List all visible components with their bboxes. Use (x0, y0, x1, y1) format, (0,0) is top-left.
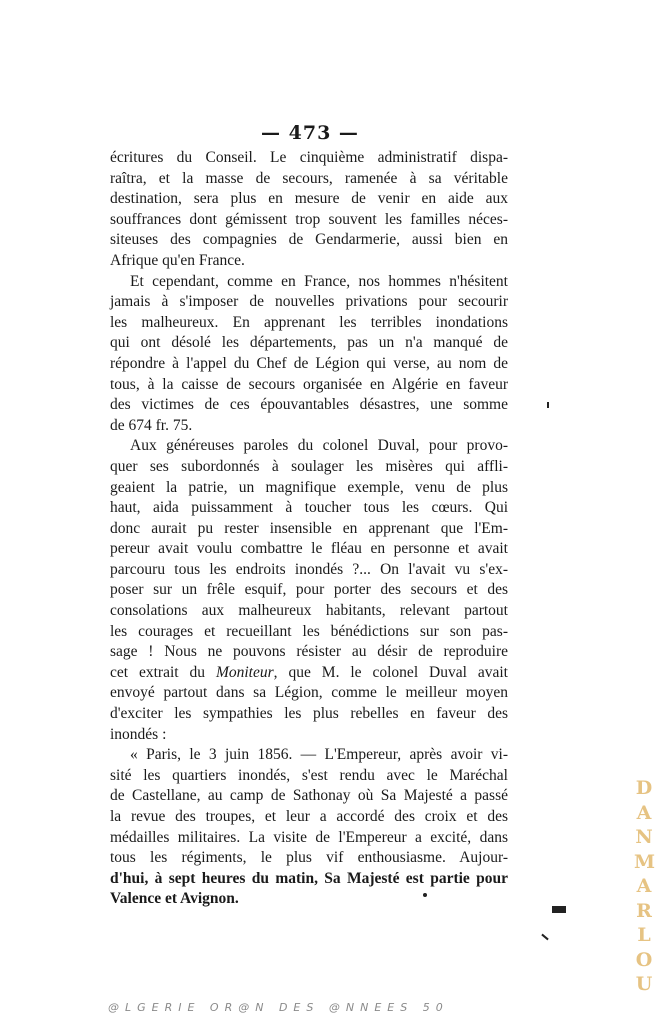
text-line: les courages et recueillant les bénédictions sur son pas- (110, 622, 508, 640)
text-line: « Paris, le 3 juin 1856. — L'Empereur, après avoir vi- (130, 746, 508, 764)
watermark-letter: M (634, 850, 656, 873)
text-line: de 674 fr. 75. (110, 416, 193, 434)
ink-speck (552, 906, 566, 913)
text-line: qui ont désolé les départements, pas un n'a manqué de (110, 334, 508, 352)
text-line: d'hui, à sept heures du matin, Sa Majesté est partie pour (110, 869, 508, 887)
text-line: répondre à l'appel du Chef de Légion qui verse, au nom de (110, 354, 508, 372)
text-line: envoyé partout dans sa Légion, comme le meilleur moyen (110, 684, 508, 702)
text-line: siteuses des compagnies de Gendarmerie, aussi bien en (110, 231, 508, 249)
body-text (110, 148, 508, 910)
text-line: médailles militaires. La visite de l'Empereur a excité, dans (110, 828, 508, 846)
text-line: sité les quartiers inondés, s'est rendu avec le Maréchal (110, 766, 508, 784)
watermark-letter: N (635, 826, 653, 848)
watermark-letter: A (636, 875, 652, 897)
text-line: Afrique qu'en France. (110, 251, 245, 269)
text-line: donc aurait pu rester insensible en apprenant que l'Em- (110, 519, 508, 537)
text-line: Aux généreuses paroles du colonel Duval, pour provo- (130, 437, 508, 455)
text-line: souffrances dont gémissent trop souvent les familles néces- (110, 210, 508, 228)
text-line: quer ses subordonnés à soulager les misères qui affli- (110, 457, 508, 475)
text-line: tous, à la caisse de secours organisée en Algérie en faveur (110, 375, 508, 393)
text-line: de Castellane, au camp de Sathonay où Sa Majesté a passé (110, 787, 508, 805)
text-line: sage ! Nous ne pouvons résister au désir de reproduire (110, 643, 508, 661)
page-number: — 473 — (261, 122, 359, 144)
text-line: parcouru tous les endroits inondés ?... On l'avait vu s'ex- (110, 560, 508, 578)
ink-speck (541, 934, 548, 941)
text-line: Valence et Avignon. (110, 890, 239, 908)
text-line: des victimes de ces épouvantables désastres, une somme (110, 396, 508, 414)
watermark-letter: D (635, 777, 653, 799)
text-line: inondés : (110, 725, 167, 743)
text-line: geaient la patrie, un magnifique exemple, venu de plus (110, 478, 508, 496)
text-line: pereur avait voulu combattre le fléau en personne et avait (110, 540, 508, 558)
text-line: d'exciter les sympathies les plus rebelles en faveur des (110, 705, 508, 723)
text-line: les malheureux. En apprenant les terribles inondations (110, 313, 508, 331)
text-line: écritures du Conseil. Le cinquième administratif dispa- (110, 149, 508, 166)
text-fragment: , que M. le colonel Duval avait (273, 663, 508, 681)
text-line: poser sur un frêle esquif, pour porter des secours et des (110, 581, 508, 599)
text-line: destination, sera plus en mesure de venir en aide aux (110, 190, 508, 208)
bottom-watermark: @LGERIE OR@N DES @NNEES 50 (108, 1001, 449, 1014)
text-line: Et cependant, comme en France, nos hommes n'hésitent (130, 272, 508, 290)
text-line: raîtra, et la masse de secours, ramenée à sa véritable (110, 169, 508, 187)
ink-speck (547, 402, 549, 408)
text-line: haut, aida puissamment à toucher tous les cœurs. Qui (110, 499, 508, 517)
text-line: la revue des troupes, et leur a accordé des croix et des (110, 808, 508, 825)
text-fragment: cet extrait du (110, 663, 206, 681)
side-watermark (634, 776, 654, 997)
watermark-letter: O (635, 948, 653, 971)
text-line: jamais à s'imposer de nouvelles privations pour secourir (110, 293, 508, 311)
ink-speck (423, 893, 427, 897)
watermark-letter: U (635, 973, 653, 995)
text-line: tous les régiments, le plus vif enthousiasme. Aujour- (110, 849, 508, 867)
text-line (110, 663, 508, 684)
text-line: consolations aux malheureux habitants, relevant partout (110, 602, 508, 620)
watermark-letter: L (637, 924, 651, 946)
moniteur-title: Moniteur (215, 663, 274, 681)
watermark-letter: R (636, 899, 652, 922)
watermark-letter: A (636, 801, 652, 824)
